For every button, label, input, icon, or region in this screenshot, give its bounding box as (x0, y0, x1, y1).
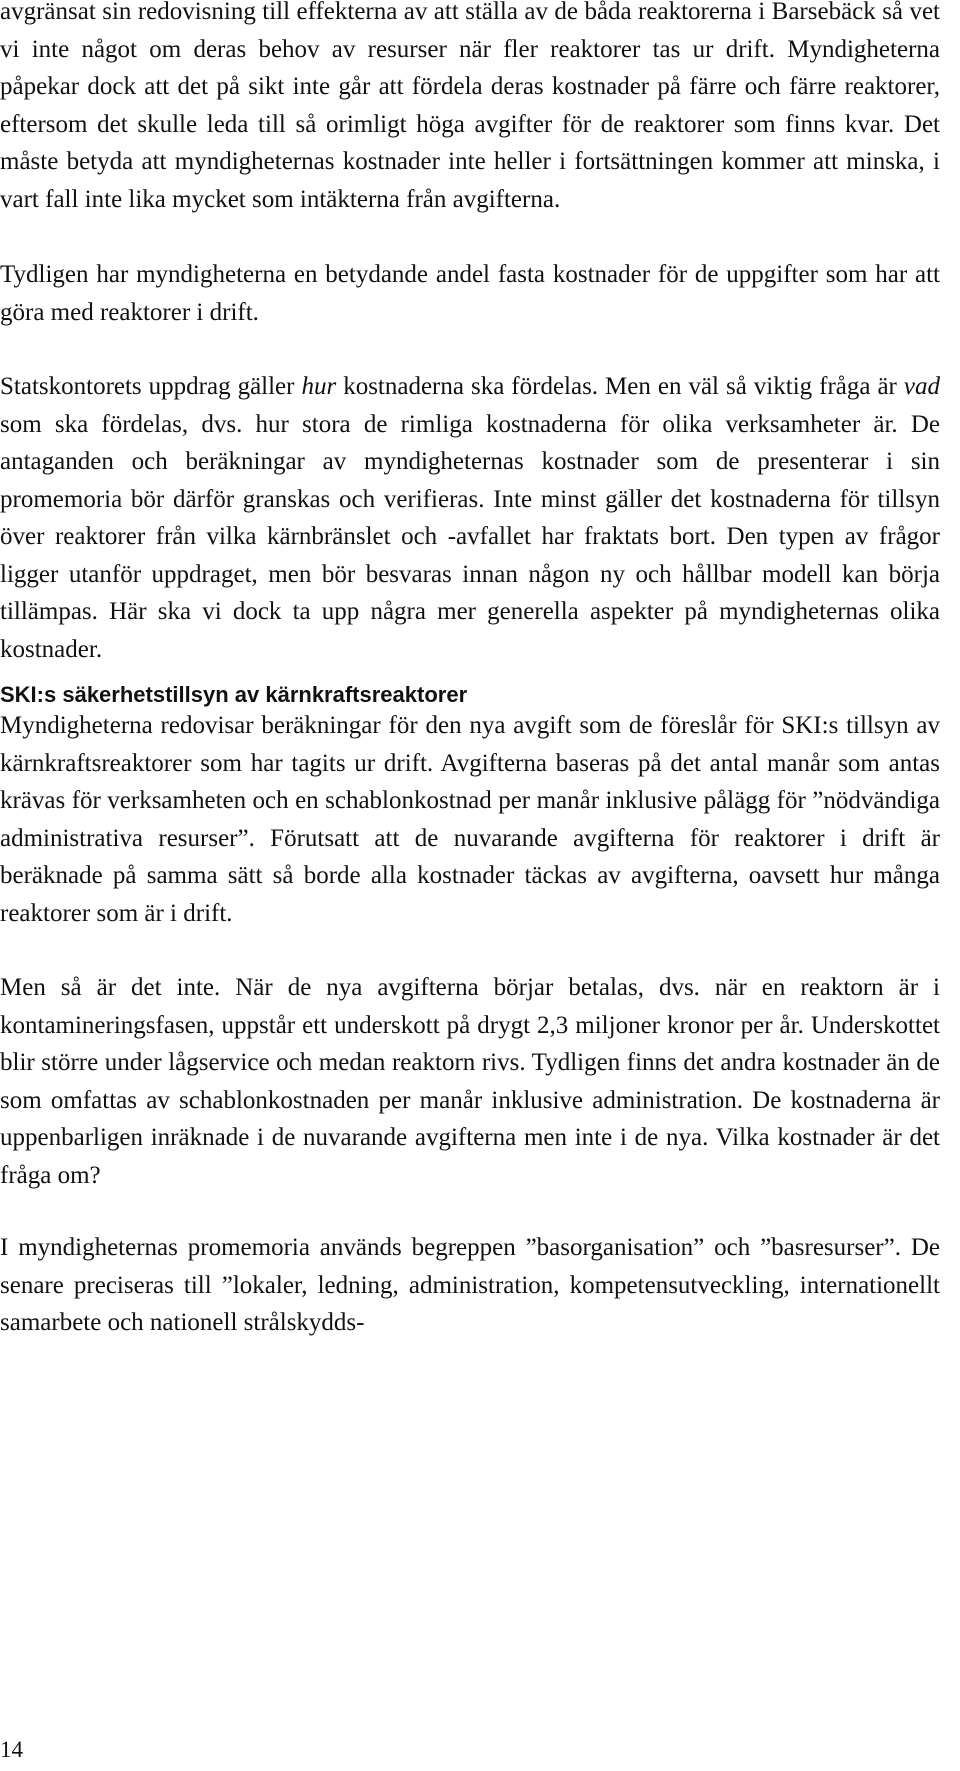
page-number: 14 (0, 1737, 23, 1762)
paragraph-3-text-a: Statskontorets uppdrag gäller (0, 373, 302, 400)
paragraph-6: I myndigheternas promemoria används begreppen ”basorganisation” och ”basresurser”. De senare preciseras till ”lokaler, ledning, administration, kompetensutveckling, internationellt samarbete och nationell strålskydds- (0, 1234, 940, 1336)
paragraph-2: Tydligen har myndigheterna en betydande andel fasta kostnader för de uppgifter som har att göra med reaktorer i drift. (0, 261, 940, 326)
paragraph-3 (0, 368, 940, 668)
paragraph-3-text-c: kostnaderna ska fördelas. Men en väl så viktig fråga är (336, 373, 904, 400)
section-heading: SKI:s säkerhetstillsyn av kärnkraftsreaktorer (0, 682, 468, 707)
paragraph-4: Myndigheterna redovisar beräkningar för den nya avgift som de föreslår för SKI:s tillsyn av kärnkraftsreaktorer som har tagits ur drift. Avgifterna baseras på det antal manår som antas krävas för verksamheten och en schablonkostnad per manår inklusive pålägg för ”nödvändiga administrativa resurser”. Förutsatt att de nuvarande avgifterna för reaktorer i drift är beräknade på samma sätt så borde alla kostnader täckas av avgifterna, oavsett hur många reaktorer som är i drift. (0, 712, 940, 927)
paragraph-1: avgränsat sin redovisning till effekterna av att ställa av de båda reaktorerna i Barsebäck så vet vi inte något om deras behov av resurser när fler reaktorer tas ur drift. Myndigheterna påpekar dock att det på sikt inte går att fördela deras kostnader på färre och färre reaktorer, eftersom det skulle leda till så orimligt höga avgifter för de reaktorer som finns kvar. Det måste betyda att myndigheternas kostnader inte heller i fortsättningen kommer att minska, i vart fall inte lika mycket som intäkterna från avgifterna. (0, 0, 940, 213)
emphasis-hur: hur (301, 373, 337, 400)
paragraph-5: Men så är det inte. När de nya avgifterna börjar betalas, dvs. när en reaktorn är i kontamineringsfasen, uppstår ett underskott på drygt 2,3 miljoner kronor per år. Underskottet blir större under lågservice och medan reaktorn rivs. Tydligen finns det andra kostnader än de som omfattas av schablonkostnaden per manår inklusive administration. De kostnaderna är uppenbarligen inräknade i de nuvarande avgifterna men inte i de nya. Vilka kostnader är det fråga om? (0, 974, 940, 1189)
emphasis-vad: vad (903, 373, 940, 400)
paragraph-3-text-e: som ska fördelas, dvs. hur stora de rimliga kostnaderna för olika verksamheter är. De antaganden och beräkningar av myndigheternas kostnader som de presenterar i sin promemoria bör därför granskas och verifieras. Inte minst gäller det kostnaderna för tillsyn över reaktorer från vilka kärnbränslet och -avfallet har fraktats bort. Den typen av frågor ligger utanför uppdraget, men bör besvaras innan någon ny och hållbar modell kan börja tillämpas. Här ska vi dock ta upp några mer generella aspekter på myndigheternas olika kostnader. (0, 410, 940, 663)
